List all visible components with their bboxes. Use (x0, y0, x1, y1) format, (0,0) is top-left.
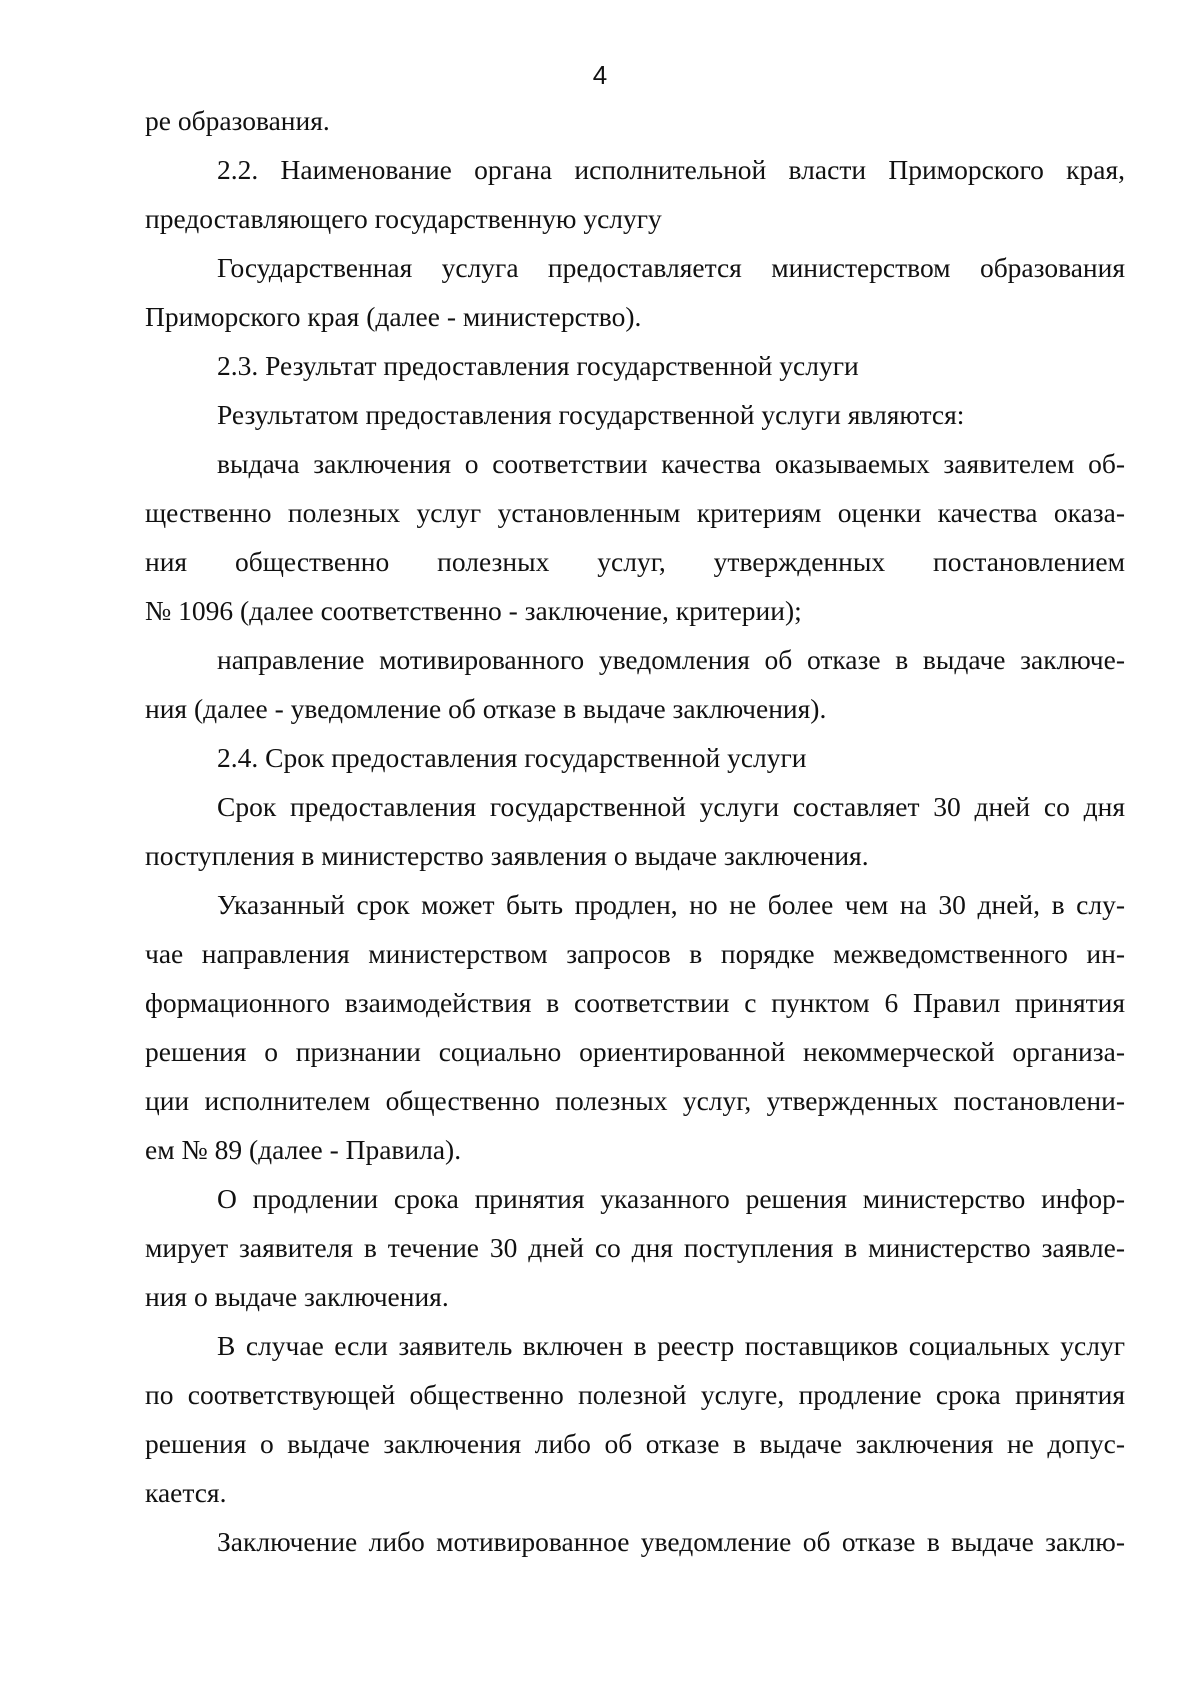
paragraph-line: Указанный срок может быть продлен, но не более чем на 30 дней, в слу- (217, 889, 1125, 920)
paragraph-line: выдача заключения о соответствии качества оказываемых заявителем об- (217, 448, 1125, 479)
text-line: мирует заявителя в течение 30 дней со дня поступления в министерство заявле- (145, 1232, 1125, 1263)
text-line: поступления в министерство заявления о выдаче заключения. (145, 840, 869, 871)
section-heading-2-3: 2.3. Результат предоставления государственной услуги (217, 350, 859, 381)
text-line: Приморского края (далее - министерство). (145, 301, 642, 332)
page-number: 4 (592, 60, 608, 90)
paragraph-line: направление мотивированного уведомления об отказе в выдаче заключе- (217, 644, 1125, 675)
paragraph-line: Заключение либо мотивированное уведомление об отказе в выдаче заклю- (217, 1526, 1125, 1557)
text-line: № 1096 (далее соответственно - заключение, критерии); (145, 595, 802, 626)
text-line: ния (далее - уведомление об отказе в выдаче заключения). (145, 693, 827, 724)
paragraph-line: Результатом предоставления государственной услуги являются: (217, 399, 965, 430)
paragraph-line: Государственная услуга предоставляется министерством образования (217, 252, 1125, 283)
text-line: ции исполнителем общественно полезных услуг, утвержденных постановлени- (145, 1085, 1125, 1116)
paragraph-line: Срок предоставления государственной услуги составляет 30 дней со дня (217, 791, 1125, 822)
paragraph-line: О продлении срока принятия указанного решения министерство инфор- (217, 1183, 1125, 1214)
document-body (145, 96, 1125, 1566)
text-line: ния о выдаче заключения. (145, 1281, 449, 1312)
text-line: решения о выдаче заключения либо об отказе в выдаче заключения не допус- (145, 1428, 1125, 1459)
text-line: решения о признании социально ориентированной некоммерческой организа- (145, 1036, 1125, 1067)
text-line: формационного взаимодействия в соответствии с пунктом 6 Правил принятия (145, 987, 1125, 1018)
text-line: кается. (145, 1477, 227, 1508)
paragraph-line: В случае если заявитель включен в реестр поставщиков социальных услуг (217, 1330, 1125, 1361)
section-heading-2-4: 2.4. Срок предоставления государственной услуги (217, 742, 807, 773)
section-heading-2-2: 2.2. Наименование органа исполнительной власти Приморского края, (217, 154, 1125, 185)
text-line: по соответствующей общественно полезной услуге, продление срока принятия (145, 1379, 1125, 1410)
text-line: щественно полезных услуг установленным критериям оценки качества оказа- (145, 497, 1125, 528)
text-line: ния общественно полезных услуг, утвержденных постановлением (145, 546, 1125, 577)
text-line: ре образования. (145, 105, 330, 136)
text-line: предоставляющего государственную услугу (145, 203, 662, 234)
text-line: ем № 89 (далее - Правила). (145, 1134, 462, 1165)
text-line: чае направления министерством запросов в порядке межведомственного ин- (145, 938, 1125, 969)
